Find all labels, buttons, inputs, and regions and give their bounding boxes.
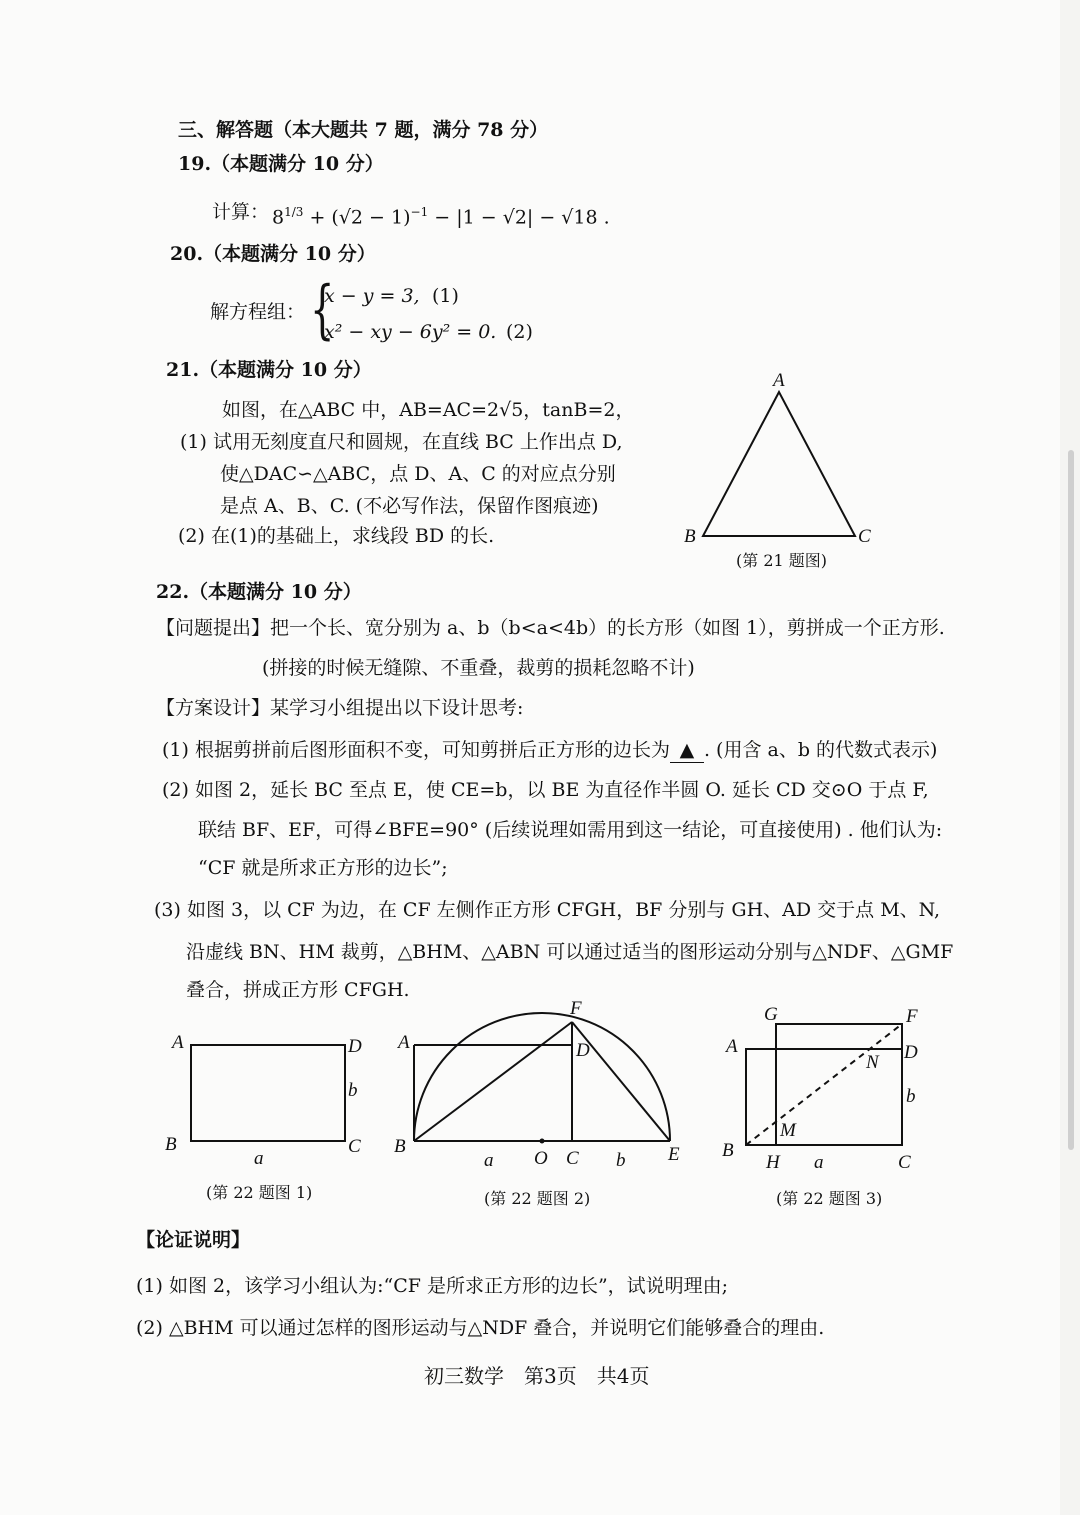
q19-prefix: 计算： [212,201,270,223]
q21-part1-line1: (1) 试用无刻度直尺和圆规，在直线 BC 上作出点 D, [180,431,623,453]
q22-number: 22.（本题满分 10 分） [156,581,362,603]
q22-design-3-line2: 沿虚线 BN、HM 裁剪，△BHM、△ABN 可以通过适当的图形运动分别与△NDF、△GMF [186,941,954,963]
q22-design-2-line3: “CF 就是所求正方形的边长”; [198,857,448,879]
q21-number: 21.（本题满分 10 分） [166,359,372,381]
fig1-side-b: b [348,1080,358,1101]
q22-design-1-text: (1) 根据剪拼前后图形面积不变，可知剪拼后正方形的边长为 [162,739,670,761]
fig3-side-a: a [814,1152,824,1173]
brace-symbol: { [310,273,335,347]
fig2-side-a: a [484,1150,494,1171]
fig3-label-g: G [764,1004,778,1025]
q22-design-1-tail: . (用含 a、b 的代数式表示) [703,739,938,761]
q19-number: 19.（本题满分 10 分） [178,153,384,175]
fig1-label-a: A [172,1032,184,1053]
proof-heading: 【论证说明】 [136,1229,251,1251]
answer-blank: ▲ [670,738,704,763]
equation-2: x² − xy − 6y² = 0. [324,321,497,343]
fig21-label-b: B [684,526,696,547]
fig2-label-o: O [534,1148,548,1169]
proof-question-2: (2) △BHM 可以通过怎样的图形运动与△NDF 叠合，并说明它们能够叠合的理由. [136,1317,825,1339]
equation-1: x − y = 3, [324,285,420,307]
fig3-label-a: A [726,1036,738,1057]
fig2-label-f: F [570,998,582,1019]
q19-expression: $8^{1/3} + (√2 - 1)^{-1} - |1 - √2| - √18$ . [272,205,610,229]
fig1-label-d: D [348,1036,362,1057]
fig3-caption: (第 22 题图 3) [776,1189,883,1208]
section-title: 三、解答题（本大题共 7 题，满分 78 分） [178,119,549,141]
q22-design-2-line2: 联结 BF、EF，可得∠BFE=90° (后续说理如需用到这一结论，可直接使用) . 他们认为: [198,819,943,841]
q22-design-2-line1: (2) 如图 2，延长 BC 至点 E，使 CE=b，以 BE 为直径作半圆 O. 延长 CD 交⊙O 于点 F, [162,779,929,801]
q21-part1-line2: 使△DAC∽△ABC，点 D、A、C 的对应点分别 [220,463,616,485]
q22-problem: 【问题提出】把一个长、宽分别为 a、b（b<a<4b）的长方形（如图 1），剪拼成一个正方形. [156,617,945,639]
q22-design-3-line1: (3) 如图 3，以 CF 为边，在 CF 左侧作正方形 CFGH，BF 分别与 GH、AD 交于点 M、N, [154,899,941,921]
fig1-label-b: B [165,1134,177,1155]
fig21-label-c: C [858,526,871,547]
q22-design-3-line3: 叠合，拼成正方形 CFGH. [186,979,410,1001]
fig1-caption: (第 22 题图 1) [206,1183,313,1202]
fig21-label-a: A [773,370,785,391]
fig2-side-b: b [616,1150,626,1171]
fig2-label-e: E [668,1144,680,1165]
fig2-caption: (第 22 题图 2) [484,1189,591,1208]
q21-intro: 如图，在△ABC 中，AB=AC=2√5，tanB=2， [222,399,635,421]
scrollbar[interactable] [1068,450,1074,1150]
q21-part2: (2) 在(1)的基础上，求线段 BD 的长. [178,525,495,547]
q21-part1-line3: 是点 A、B、C. (不必写作法，保留作图痕迹) [220,495,599,517]
equation-2-tag: (2) [506,321,533,343]
fig3-label-m: M [780,1120,796,1141]
fig2-label-a: A [398,1032,410,1053]
fig3-label-h: H [766,1152,780,1173]
fig3-label-c: C [898,1152,911,1173]
fig2-label-d: D [576,1040,590,1061]
fig2-label-b: B [394,1136,406,1157]
proof-question-1: (1) 如图 2，该学习小组认为:“CF 是所求正方形的边长”，试说明理由; [136,1275,729,1297]
fig1-side-a: a [254,1148,264,1169]
q22-design-heading: 【方案设计】某学习小组提出以下设计思考: [156,697,524,719]
page-footer: 初三数学 第3页 共4页 [424,1364,650,1388]
equation-1-tag: (1) [432,285,459,307]
fig2-label-c: C [566,1148,579,1169]
fig21-caption: (第 21 题图) [736,551,828,570]
fig3-label-b: B [722,1140,734,1161]
q20-number: 20.（本题满分 10 分） [170,243,376,265]
q20-prefix: 解方程组： [210,301,306,323]
q22-problem-note: (拼接的时候无缝隙、不重叠，裁剪的损耗忽略不计) [262,657,695,679]
fig3-label-n: N [866,1052,879,1073]
fig3-side-b: b [906,1086,916,1107]
fig3-label-f: F [906,1006,918,1027]
fig3-label-d: D [904,1042,918,1063]
fig1-label-c: C [348,1136,361,1157]
